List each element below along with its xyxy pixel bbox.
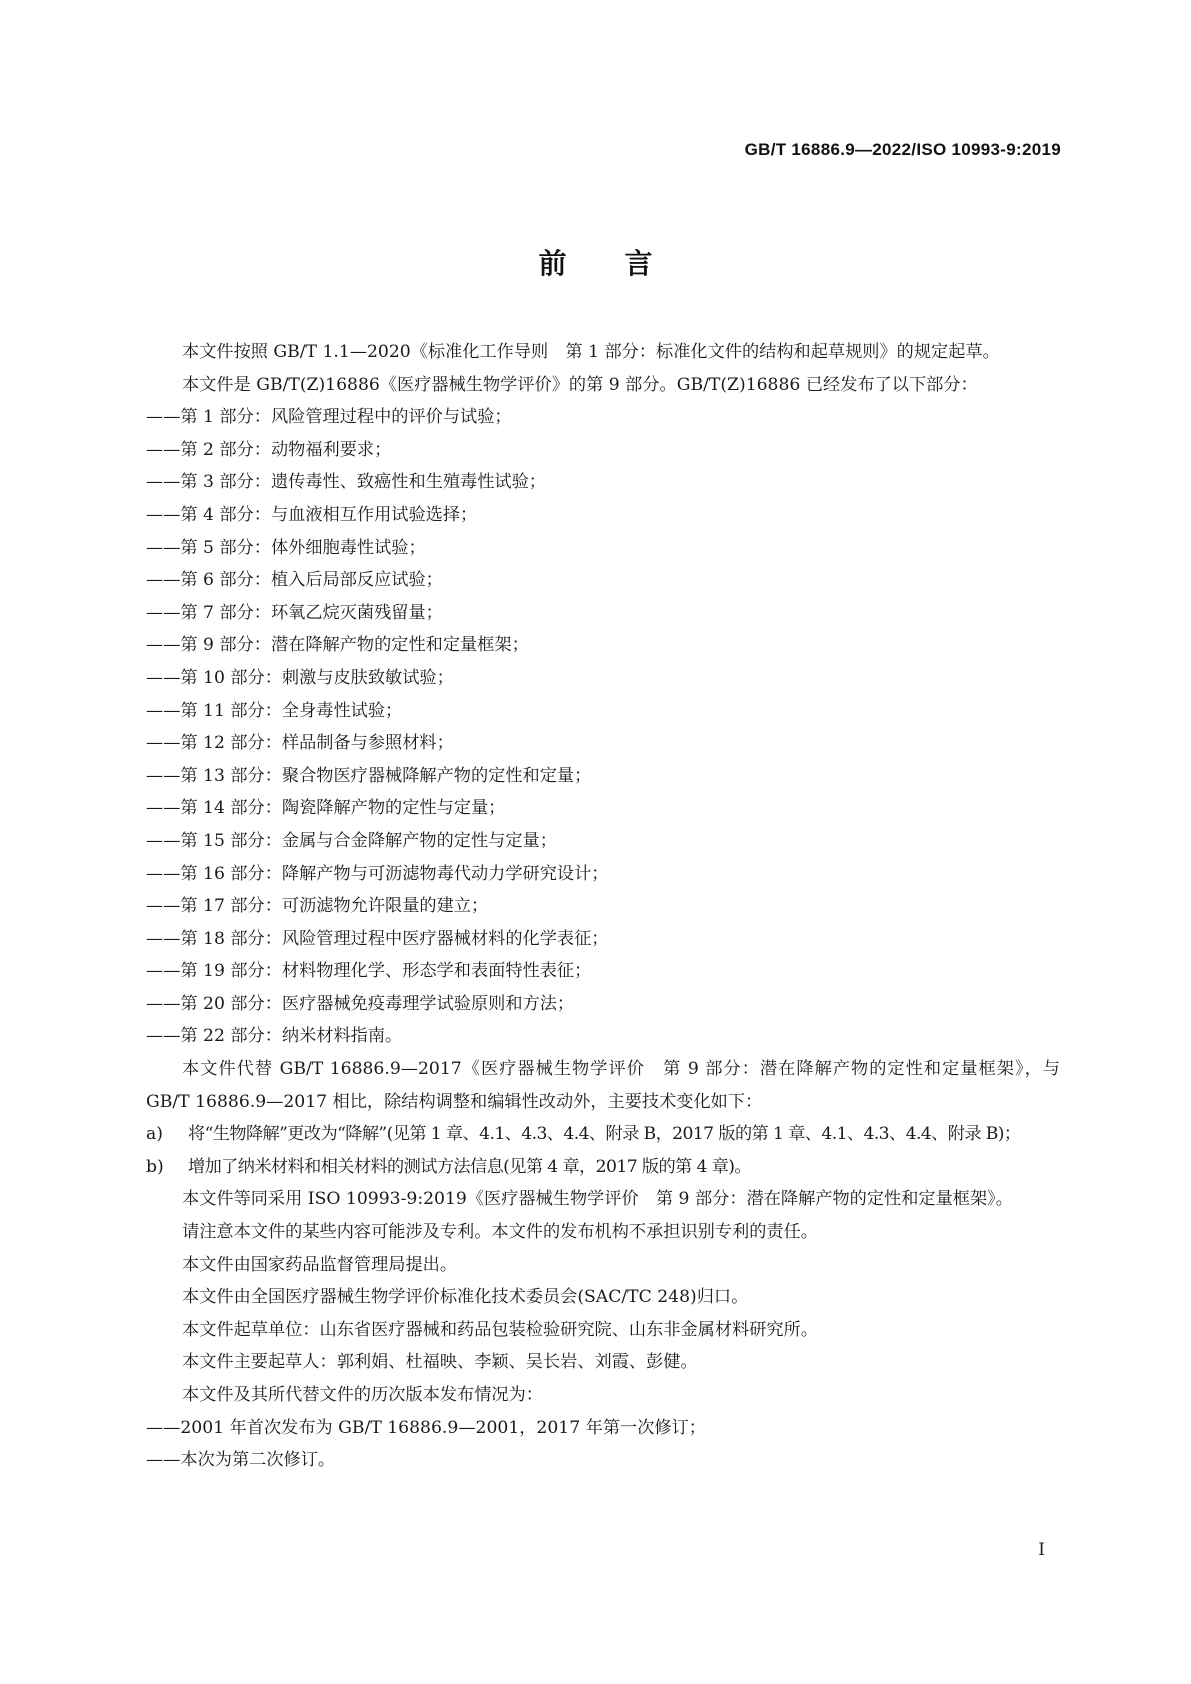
list-item: ——第 12 部分：样品制备与参照材料； — [146, 733, 454, 754]
list-item: ——第 3 部分：遗传毒性、致癌性和生殖毒性试验； — [146, 472, 546, 493]
paragraph-proposed-by: 本文件由国家药品监督管理局提出。 — [182, 1254, 458, 1275]
list-item: ——2001 年首次发布为 GB/T 16886.9—2001，2017 年第一次修订； — [146, 1417, 706, 1438]
change-label: a) — [146, 1124, 163, 1145]
history-list — [146, 1412, 1060, 1477]
list-item: ——第 18 部分：风险管理过程中医疗器械材料的化学表征； — [146, 928, 609, 949]
list-item: ——第 7 部分：环氧乙烷灭菌残留量； — [146, 602, 443, 623]
paragraph-drafting-rules: 本文件按照 GB/T 1.1—2020《标准化工作导则 第 1 部分：标准化文件的结构和起草规则》的规定起草。 — [182, 342, 1000, 362]
foreword-body — [146, 336, 1060, 1477]
list-item: ——第 1 部分：风险管理过程中的评价与试验； — [146, 407, 512, 428]
list-item: ——第 6 部分：植入后局部反应试验； — [146, 570, 443, 591]
paragraph-committee: 本文件由全国医疗器械生物学评价标准化技术委员会(SAC/TC 248)归口。 — [182, 1287, 749, 1308]
paragraph-replaces: 本文件代替 GB/T 16886.9—2017《医疗器械生物学评价 第 9 部分：潜在降解产物的定性和定量框架》，与 GB/T 16886.9—2017 相比，除结构调整和编辑性改动外，主要技术变化如下： — [146, 1059, 1060, 1112]
list-item: ——第 17 部分：可沥滤物允许限量的建立； — [146, 896, 489, 917]
list-item: ——第 5 部分：体外细胞毒性试验； — [146, 537, 426, 558]
list-item: ——第 19 部分：材料物理化学、形态学和表面特性表征； — [146, 961, 592, 982]
paragraph-series-intro: 本文件是 GB/T(Z)16886《医疗器械生物学评价》的第 9 部分。GB/T(Z)16886 已经发布了以下部分： — [182, 374, 978, 395]
change-text: 增加了纳米材料和相关材料的测试方法信息(见第 4 章，2017 版的第 4 章)。 — [188, 1156, 751, 1177]
change-item — [146, 1151, 1060, 1184]
list-item: ——第 16 部分：降解产物与可沥滤物毒代动力学研究设计； — [146, 863, 609, 884]
standard-code: GB/T 16886.9—2022/ISO 10993-9:2019 — [744, 140, 1061, 159]
change-label: b) — [146, 1156, 164, 1177]
change-text: 将“生物降解”更改为“降解”(见第 1 章、4.1、4.3、4.4、附录 B，2017 版的第 1 章、4.1、4.3、4.4、附录 B)； — [188, 1124, 1021, 1145]
list-item: ——第 11 部分：全身毒性试验； — [146, 700, 403, 721]
list-item: ——第 14 部分：陶瓷降解产物的定性与定量； — [146, 798, 506, 819]
list-item: ——第 15 部分：金属与合金降解产物的定性与定量； — [146, 830, 557, 851]
paragraph-drafting-units: 本文件起草单位：山东省医疗器械和药品包装检验研究院、山东非金属材料研究所。 — [182, 1319, 818, 1340]
list-item: ——第 20 部分：医疗器械免疫毒理学试验原则和方法； — [146, 993, 575, 1014]
paragraph-history-intro: 本文件及其所代替文件的历次版本发布情况为： — [182, 1385, 543, 1405]
paragraph-drafters: 本文件主要起草人：郭利娟、杜福映、李颖、吴长岩、刘霞、彭健。 — [182, 1352, 698, 1373]
page-number: I — [1038, 1540, 1045, 1560]
list-item: ——第 2 部分：动物福利要求； — [146, 439, 392, 460]
list-item: ——第 22 部分：纳米材料指南。 — [146, 1026, 403, 1047]
parts-list — [146, 401, 1060, 1053]
list-item: ——第 13 部分：聚合物医疗器械降解产物的定性和定量； — [146, 765, 592, 786]
change-item — [146, 1118, 1060, 1151]
paragraph-equivalence: 本文件等同采用 ISO 10993-9:2019《医疗器械生物学评价 第 9 部分：潜在降解产物的定性和定量框架》。 — [182, 1189, 1013, 1210]
list-item: ——第 10 部分：刺激与皮肤致敏试验； — [146, 667, 454, 688]
list-item: ——本次为第二次修订。 — [146, 1450, 336, 1471]
list-item: ——第 9 部分：潜在降解产物的定性和定量框架； — [146, 635, 529, 656]
paragraph-patent: 请注意本文件的某些内容可能涉及专利。本文件的发布机构不承担识别专利的责任。 — [182, 1222, 818, 1243]
list-item: ——第 4 部分：与血液相互作用试验选择； — [146, 504, 478, 525]
changes-list — [146, 1118, 1060, 1183]
page-title: 前言 — [538, 247, 711, 280]
